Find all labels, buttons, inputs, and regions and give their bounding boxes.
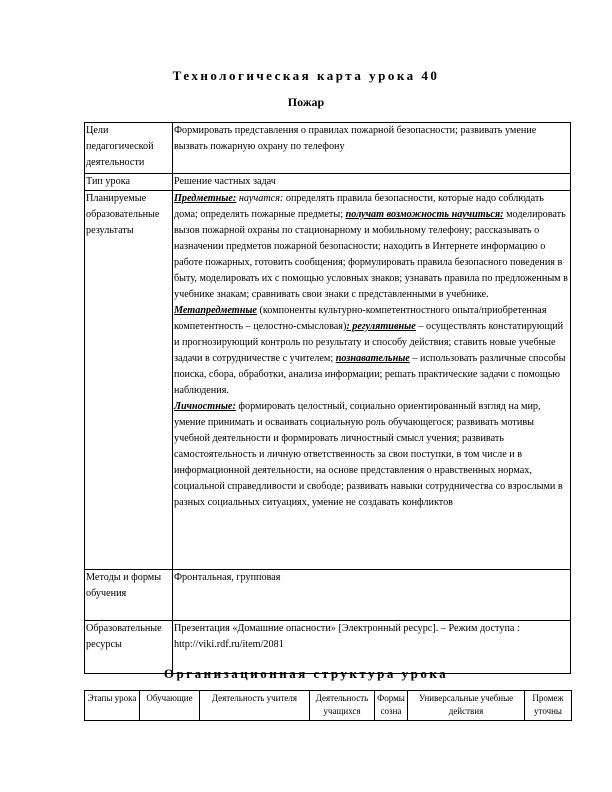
goals-label: Цели педагогической деятельности [85,123,173,174]
org-header-student-activity: Деятельность учащихся [310,691,375,721]
org-header-teacher-activity: Деятельность учителя [200,691,310,721]
opportunity-text: моделировать вызов пожарной охраны по стационарному и мобильному телефону; рассказывать о назначении предметов пожарной безопасности; находить в Интернете информацию о работе пожарных, готовить сообщения; формулировать правила безопасного поведения в быту, моделировать их с помощью условных знаков; узнавать правила по предложенным в учебнике знакам; сравнивать свои знаки с представленными в учебнике. [174,209,568,300]
opportunity-label: получат возможность научиться: [345,209,504,220]
meta-results-label: Метапредметные [174,305,257,316]
page-title: Технологическая карта урока 40 [172,68,440,83]
lesson-type-value: Решение частных задач [173,174,571,191]
org-header-stages: Этапы урока [85,691,140,721]
cognitive-label: познавательные [335,353,410,364]
will-learn-text: определять правила безопасности, которые надо соблюдать дома; определять пожарные предметы; [174,193,544,220]
org-structure-table [84,690,572,721]
org-section-title: Организационная структура урока [163,666,449,681]
personal-results-label: Личностные: [174,401,236,412]
lesson-type-row [85,174,571,191]
resources-value: Презентация «Домашние опасности» [Электронный ресурс]. – Режим доступа : http://viki.rdf.ru/item/2081 [173,621,571,674]
methods-label: Методы и формы обучения [85,570,173,621]
lesson-type-label: Тип урока [85,174,173,191]
goals-value: Формировать представления о правилах пожарной безопасности; развивать умение вызвать пожарную охрану по телефону [173,123,571,174]
org-header-forms: Формы созна [375,691,408,721]
results-label: Планируемые образовательные результаты [85,191,173,570]
goals-row [85,123,571,174]
methods-row [85,570,571,621]
subject-results-label: Предметные: [174,193,237,204]
org-header-intermediate: Промеж уточны [525,691,572,721]
lesson-topic: Пожар [287,95,325,109]
methods-value: Фронтальная, групповая [173,570,571,621]
regulative-text: – осуществлять констатирующий и прогнозирующий контроль по результату и способу действия; ставить новые учебные задачи в сотрудничестве с учителем; [174,321,564,364]
results-value [173,191,571,570]
resources-label: Образовательные ресурсы [85,621,173,674]
regulative-label: : регулятивные [346,321,416,332]
cognitive-text: – использовать различные способы поиска, сбора, обработки, анализа информации; решать практические задачи с помощью наблюдения. [174,353,566,396]
org-header-row [85,691,572,721]
results-row [85,191,571,570]
org-header-uud: Универсальные учебные действия [408,691,525,721]
lesson-info-table [84,122,571,674]
personal-results-text: формировать целостный, социально ориентированный взгляд на мир, умение принимать и осваивать социальную роль обучающегося; развивать мотивы учебной деятельности и формировать личностный смысл учения; развивать самостоятельность и личную ответственность за свои поступки, в том числе и в информационной деятельности, на основе представления о нравственных нормах, социальной справедливости и свободе; развивать навыки сотрудничества со взрослыми в разных социальных ситуациях, умение не создавать конфликтов [174,401,563,508]
org-header-learning: Обучающие [140,691,200,721]
meta-results-text: (компоненты культурно-компетентностного опыта/приобретенная компетентность – целостно-смысловая) [174,305,547,332]
will-learn-label: научатся: [238,193,284,204]
